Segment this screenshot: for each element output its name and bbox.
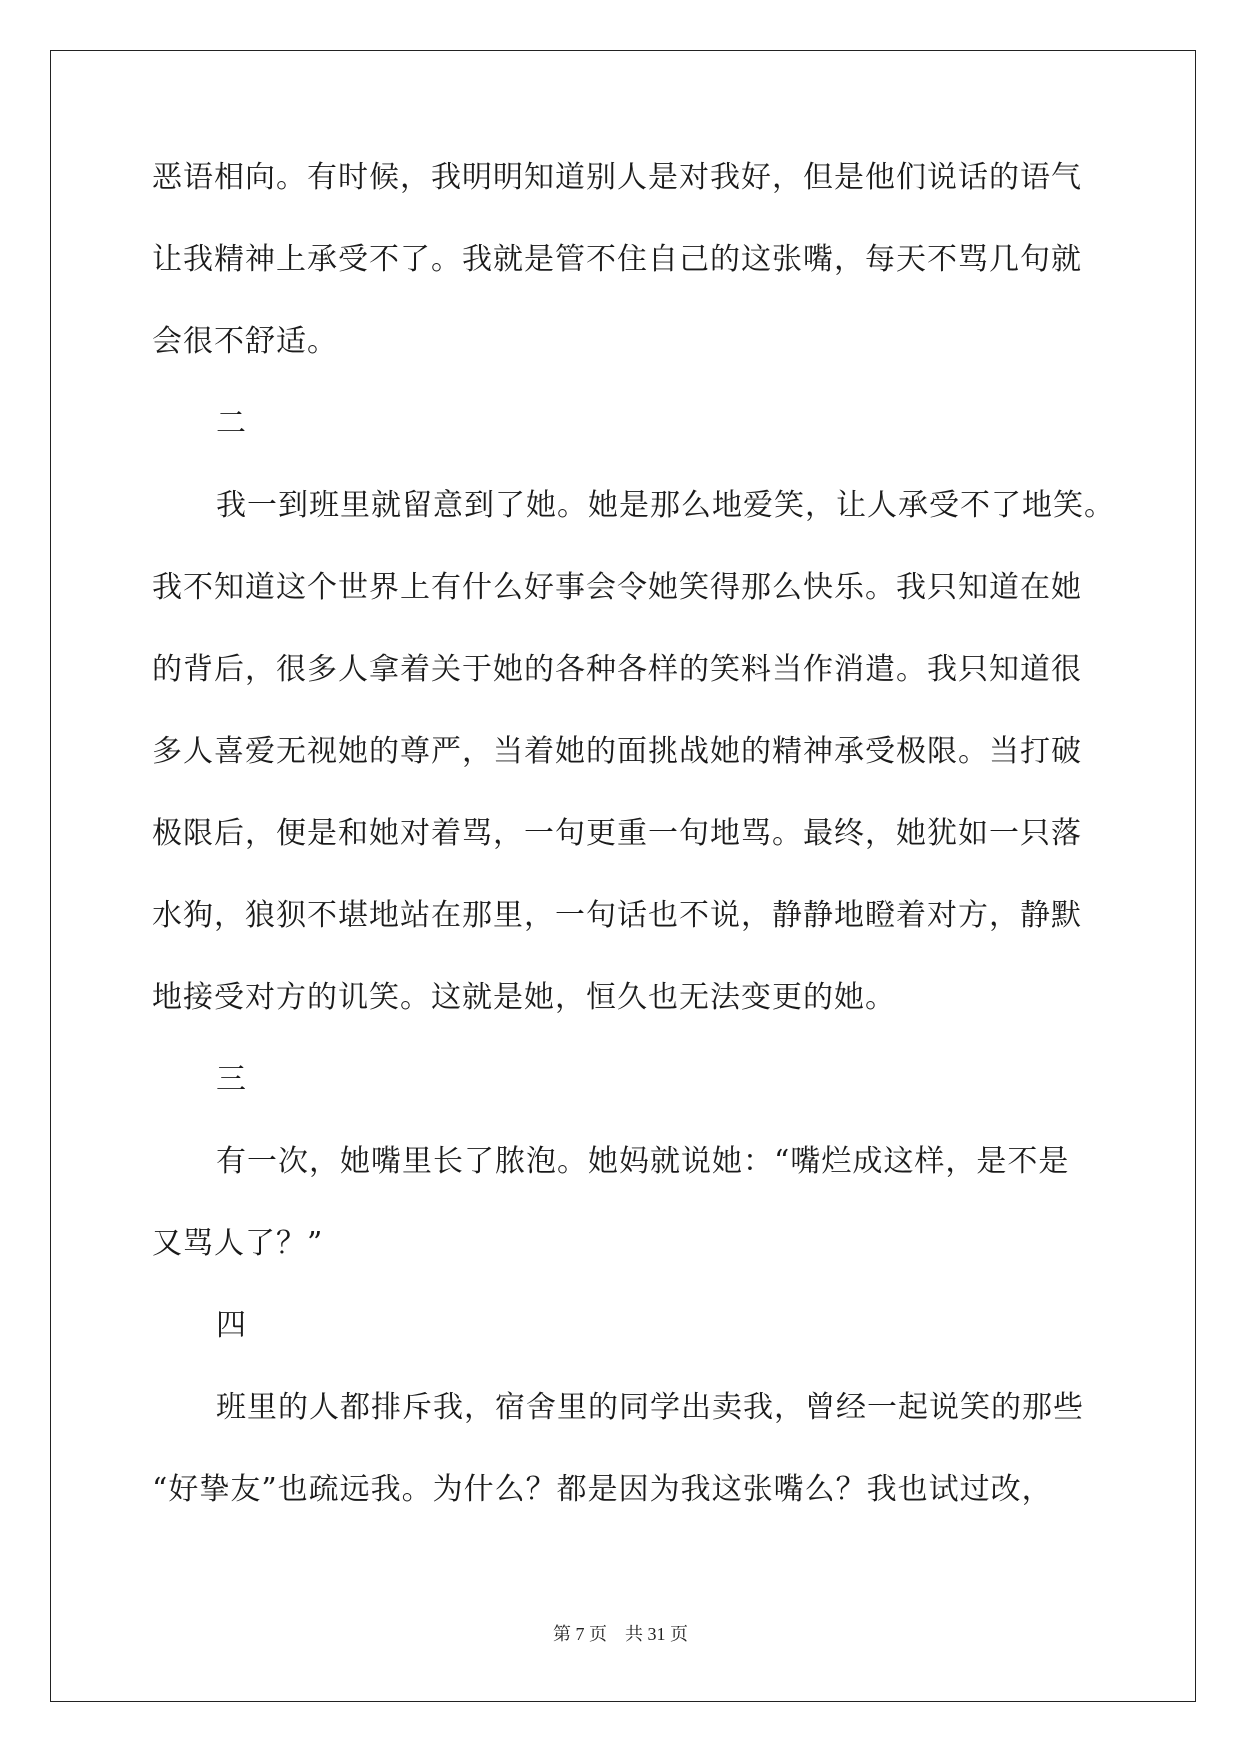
- text-line: 水狗，狼狈不堪地站在那里，一句话也不说，静静地瞪着对方，静默: [152, 898, 1082, 933]
- text-line: 多人喜爱无视她的尊严，当着她的面挑战她的精神承受极限。当打破: [152, 734, 1082, 769]
- page-footer: [0, 1622, 1241, 1646]
- text-line: 我不知道这个世界上有什么好事会令她笑得那么快乐。我只知道在她: [152, 570, 1082, 605]
- section-heading: 三: [216, 1062, 247, 1097]
- section-heading: 二: [216, 406, 247, 441]
- text-line: 又骂人了？”: [152, 1226, 324, 1261]
- text-line: 班里的人都排斥我，宿舍里的同学出卖我，曾经一起说笑的那些: [216, 1390, 1084, 1425]
- text-line: 我一到班里就留意到了她。她是那么地爱笑，让人承受不了地笑。: [216, 488, 1115, 523]
- current-page-number: 第 7 页: [553, 1624, 607, 1644]
- text-line: 地接受对方的讥笑。这就是她，恒久也无法变更的她。: [152, 980, 896, 1015]
- total-pages: 共 31 页: [625, 1624, 688, 1644]
- text-line: 的背后，很多人拿着关于她的各种各样的笑料当作消遣。我只知道很: [152, 652, 1082, 687]
- text-line: 极限后，便是和她对着骂，一句更重一句地骂。最终，她犹如一只落: [152, 816, 1082, 851]
- text-line: 有一次，她嘴里长了脓泡。她妈就说她：“嘴烂成这样，是不是: [216, 1144, 1070, 1179]
- document-body: [152, 158, 1115, 1552]
- text-line: 恶语相向。有时候，我明明知道别人是对我好，但是他们说话的语气: [152, 160, 1082, 195]
- text-line: 会很不舒适。: [152, 324, 338, 359]
- section-heading: 四: [216, 1308, 247, 1343]
- text-line: 让我精神上承受不了。我就是管不住自己的这张嘴，每天不骂几句就: [152, 242, 1082, 277]
- text-line: “好挚友”也疏远我。为什么？都是因为我这张嘴么？我也试过改，: [152, 1472, 1053, 1507]
